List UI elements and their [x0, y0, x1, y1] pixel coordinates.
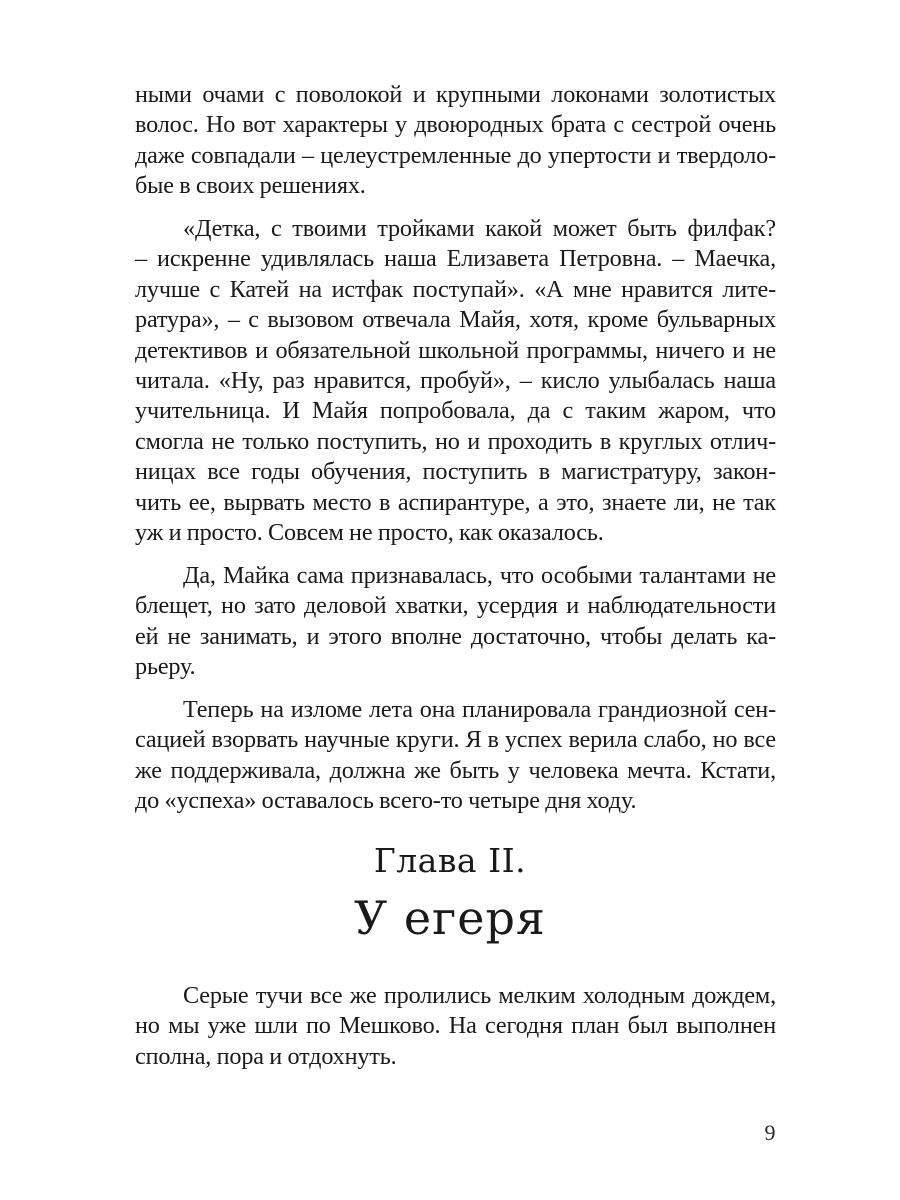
text-line: учительница. И Майя попробовала, да с таким жаром, что [135, 397, 776, 425]
text-line: детективов и обязательной школьной программы, ничего и не [135, 336, 776, 364]
body-text-top [135, 80, 776, 829]
paragraph-4 [135, 695, 776, 817]
text-line: но мы уже шли по Мешково. На сегодня план был выполнен [135, 1012, 776, 1040]
chapter-title: У егеря [354, 891, 546, 945]
paragraph-2 [135, 214, 776, 548]
text-line: блещет, но зато деловой хватки, усердия и наблюдательности [135, 592, 776, 620]
text-line: читала. «Ну, раз нравится, пробуй», – кисло улыбалась наша [135, 367, 776, 395]
text-line: Серые тучи все же пролились мелким холодным дождем, [183, 982, 776, 1009]
paragraph-3 [135, 561, 776, 683]
page-number: 9 [764, 1120, 776, 1145]
text-line: же поддерживала, должна же быть у человека мечта. Кстати, [135, 756, 776, 784]
text-line: «Детка, с твоими тройками какой может быть филфак? [183, 215, 776, 243]
text-line: сацией взорвать научные круги. Я в успех верила слабо, но все [135, 726, 776, 754]
chapter-number: Глава II. [373, 841, 527, 880]
text-line: до «успеха» оставалось всего-то четыре дня ходу. [135, 787, 637, 815]
text-line: ей не занимать, и этого вполне достаточно, чтобы делать ка- [135, 622, 776, 650]
text-line: смогла не только поступить, но и проходить в круглых отлич- [135, 427, 776, 455]
text-line: Теперь на изломе лета она планировала грандиозной сен- [183, 695, 776, 723]
body-text-bottom [135, 981, 776, 1085]
text-line: сполна, пора и отдохнуть. [135, 1042, 397, 1070]
text-line: ратура», – с вызовом отвечала Майя, хотя, кроме бульварных [135, 306, 776, 334]
text-line: рьеру. [135, 653, 196, 681]
text-line: волос. Но вот характеры у двоюродных брата с сестрой очень [135, 111, 776, 139]
text-line: лучше с Катей на истфак поступай». «А мне нравится лите- [135, 275, 776, 303]
text-line: бые в своих решениях. [135, 172, 366, 200]
text-line: даже совпадали – целеустремленные до упертости и твердоло- [135, 141, 776, 169]
text-line: ницах все годы обучения, поступить в магистратуру, закон- [135, 458, 776, 486]
paragraph-5 [135, 981, 776, 1072]
text-line: чить ее, вырвать место в аспирантуре, а это, знаете ли, не так [135, 488, 776, 516]
text-line: уж и просто. Совсем не просто, как оказалось. [135, 519, 604, 547]
text-line: Да, Майка сама признавалась, что особыми талантами не [183, 561, 776, 589]
text-line: ными очами с поволокой и крупными локонами золотистых [135, 81, 776, 108]
paragraph-1 [135, 80, 776, 202]
text-line: – искренне удивлялась наша Елизавета Петровна. – Маечка, [135, 245, 776, 273]
